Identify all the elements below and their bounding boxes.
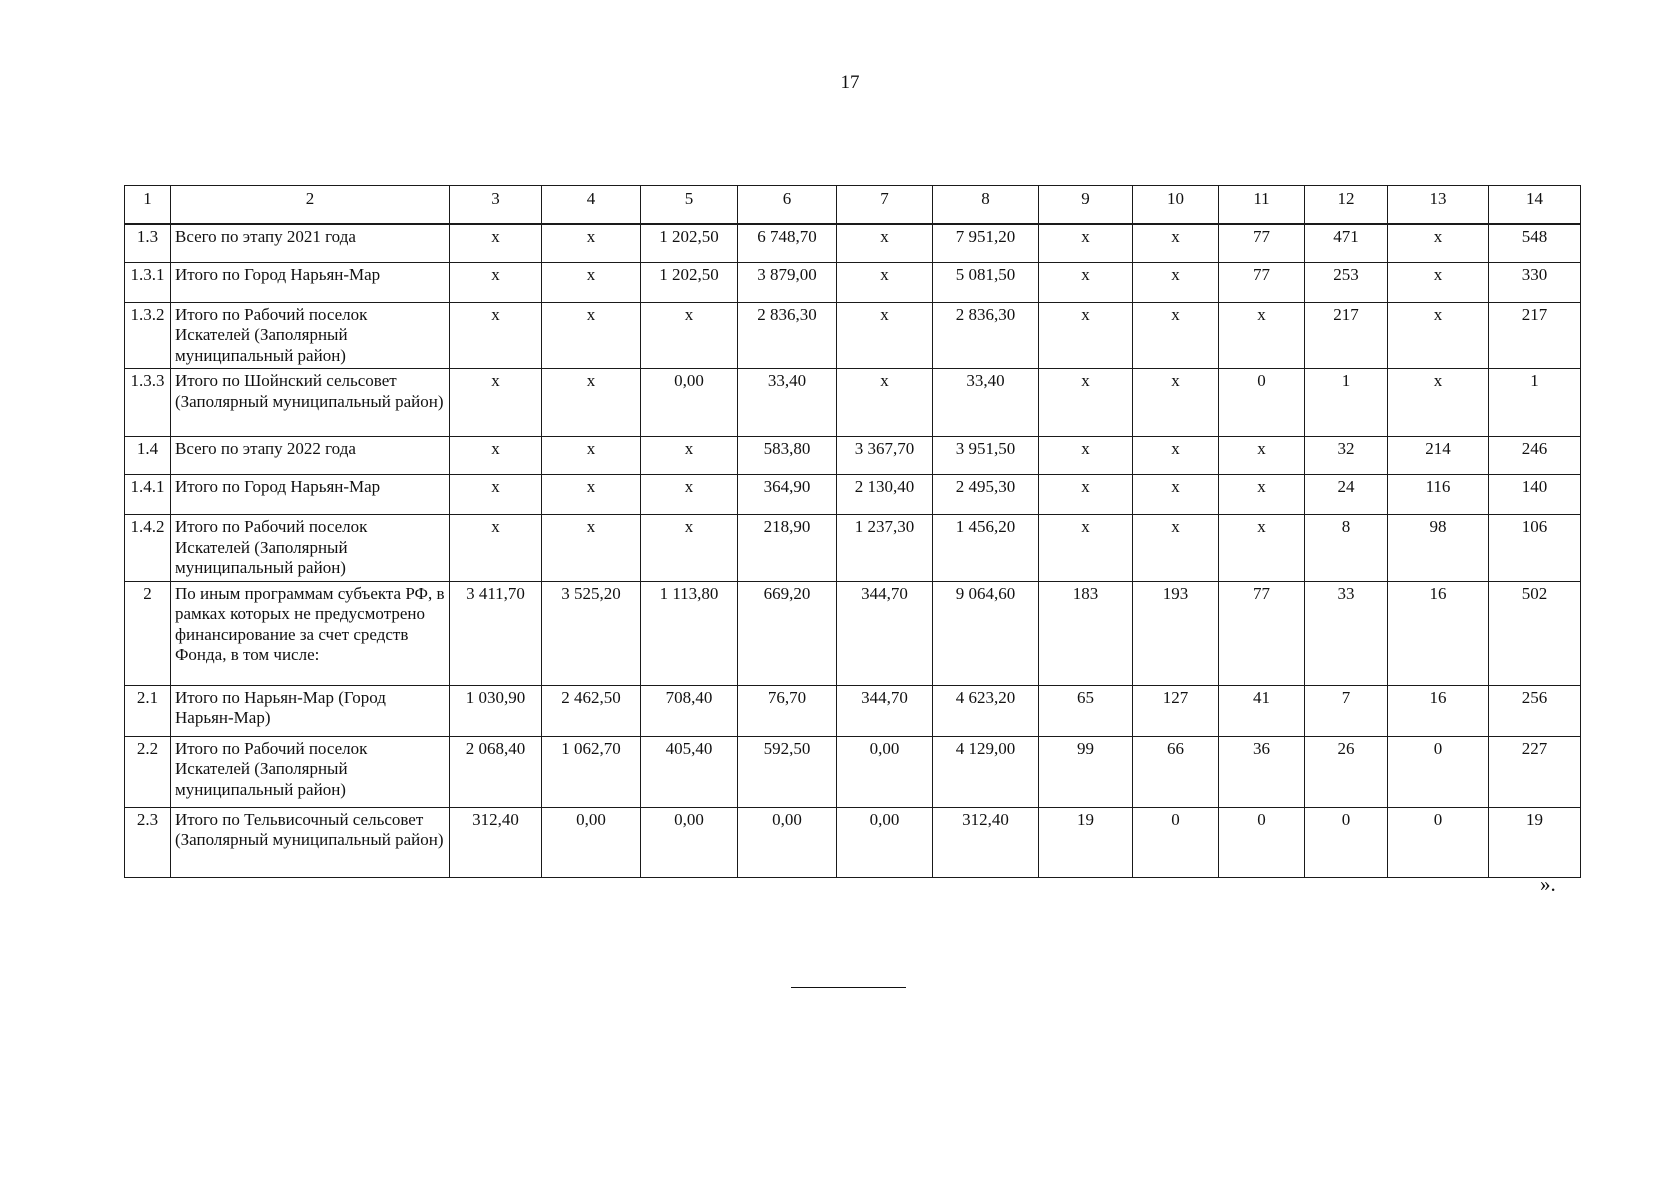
table-cell: 32 [1305, 437, 1388, 475]
table-cell: 2 836,30 [738, 302, 837, 369]
table-cell: 217 [1305, 302, 1388, 369]
table-cell: х [1039, 262, 1133, 302]
table-cell: 2 836,30 [933, 302, 1039, 369]
table-cell: 1 202,50 [641, 224, 738, 262]
table-cell: 77 [1219, 581, 1305, 685]
table-row [125, 262, 1581, 302]
table-cell: 77 [1219, 262, 1305, 302]
table-cell: х [1219, 437, 1305, 475]
table-cell: 33,40 [933, 369, 1039, 437]
table-cell: х [1039, 437, 1133, 475]
row-number: 2.1 [125, 685, 171, 736]
table-cell: 2 068,40 [450, 736, 542, 807]
table-row [125, 437, 1581, 475]
table-cell: 344,70 [837, 581, 933, 685]
table-cell: х [1219, 475, 1305, 515]
table-cell: 36 [1219, 736, 1305, 807]
table-cell: 26 [1305, 736, 1388, 807]
closing-quote-mark: ». [1540, 872, 1556, 896]
table-cell: х [450, 369, 542, 437]
table-cell: 5 081,50 [933, 262, 1039, 302]
table-cell: х [641, 302, 738, 369]
table-cell: 669,20 [738, 581, 837, 685]
table-body [125, 224, 1581, 877]
table-cell: х [1388, 302, 1489, 369]
table-cell: 0 [1219, 369, 1305, 437]
table-row [125, 807, 1581, 877]
column-header: 7 [837, 186, 933, 225]
table-cell: 65 [1039, 685, 1133, 736]
row-number: 2 [125, 581, 171, 685]
column-header: 12 [1305, 186, 1388, 225]
table-cell: х [450, 262, 542, 302]
row-name: Итого по Тельвисочный сельсовет (Заполярный муниципальный район) [171, 807, 450, 877]
table-row [125, 736, 1581, 807]
table-cell: х [641, 515, 738, 582]
table-cell: х [1133, 515, 1219, 582]
table-cell: х [450, 224, 542, 262]
row-name: Итого по Нарьян-Мар (Город Нарьян-Мар) [171, 685, 450, 736]
table-cell: х [1133, 369, 1219, 437]
table-cell: 3 525,20 [542, 581, 641, 685]
table-cell: 0 [1133, 807, 1219, 877]
table-cell: х [542, 369, 641, 437]
table-cell: 7 951,20 [933, 224, 1039, 262]
table-cell: х [1133, 302, 1219, 369]
table-cell: 3 411,70 [450, 581, 542, 685]
table-cell: 66 [1133, 736, 1219, 807]
table-cell: х [1133, 224, 1219, 262]
table-cell: 4 623,20 [933, 685, 1039, 736]
table-cell: 471 [1305, 224, 1388, 262]
row-number: 1.3.2 [125, 302, 171, 369]
table-cell: 2 130,40 [837, 475, 933, 515]
table-cell: 193 [1133, 581, 1219, 685]
table-cell: 217 [1489, 302, 1581, 369]
table-cell: 0,00 [738, 807, 837, 877]
table-cell: 1 [1489, 369, 1581, 437]
table-cell: 344,70 [837, 685, 933, 736]
column-header: 10 [1133, 186, 1219, 225]
table-cell: 1 456,20 [933, 515, 1039, 582]
table-cell: 140 [1489, 475, 1581, 515]
table-cell: 3 367,70 [837, 437, 933, 475]
table-cell: 583,80 [738, 437, 837, 475]
table-cell: х [837, 369, 933, 437]
table-cell: х [1388, 262, 1489, 302]
table-cell: 4 129,00 [933, 736, 1039, 807]
table-cell: х [542, 475, 641, 515]
table-cell: 33 [1305, 581, 1388, 685]
row-name: Всего по этапу 2022 года [171, 437, 450, 475]
table-cell: 1 113,80 [641, 581, 738, 685]
column-header: 8 [933, 186, 1039, 225]
table-cell: 256 [1489, 685, 1581, 736]
column-header: 14 [1489, 186, 1581, 225]
table-cell: 116 [1388, 475, 1489, 515]
table-cell: 0,00 [542, 807, 641, 877]
table-cell: 502 [1489, 581, 1581, 685]
table-cell: 8 [1305, 515, 1388, 582]
table-cell: 0 [1388, 807, 1489, 877]
row-number: 1.3.3 [125, 369, 171, 437]
table-cell: 0,00 [641, 807, 738, 877]
table-cell: 548 [1489, 224, 1581, 262]
table-cell: х [1133, 262, 1219, 302]
table-cell: 1 062,70 [542, 736, 641, 807]
row-name: Итого по Рабочий поселок Искателей (Заполярный муниципальный район) [171, 302, 450, 369]
table-cell: 0,00 [641, 369, 738, 437]
table-cell: 1 [1305, 369, 1388, 437]
row-number: 1.4.1 [125, 475, 171, 515]
table-cell: х [542, 515, 641, 582]
table-cell: 41 [1219, 685, 1305, 736]
program-table [124, 185, 1581, 878]
row-number: 2.3 [125, 807, 171, 877]
page-number: 17 [840, 72, 860, 93]
table-cell: х [641, 437, 738, 475]
table-cell: 0 [1388, 736, 1489, 807]
table-cell: х [1039, 302, 1133, 369]
table-cell: 3 879,00 [738, 262, 837, 302]
table-cell: х [1219, 302, 1305, 369]
table-cell: 9 064,60 [933, 581, 1039, 685]
table-cell: 16 [1388, 581, 1489, 685]
row-number: 2.2 [125, 736, 171, 807]
table-cell: 405,40 [641, 736, 738, 807]
table-cell: 77 [1219, 224, 1305, 262]
table-cell: 106 [1489, 515, 1581, 582]
table-cell: 0 [1305, 807, 1388, 877]
table-cell: х [542, 224, 641, 262]
table-row [125, 475, 1581, 515]
table-cell: х [450, 437, 542, 475]
table-row [125, 224, 1581, 262]
table-cell: 218,90 [738, 515, 837, 582]
column-header: 11 [1219, 186, 1305, 225]
column-header: 13 [1388, 186, 1489, 225]
table-cell: х [450, 515, 542, 582]
table-cell: х [542, 262, 641, 302]
row-name: Итого по Шойнский сельсовет (Заполярный муниципальный район) [171, 369, 450, 437]
table-cell: 1 202,50 [641, 262, 738, 302]
table-cell: х [450, 475, 542, 515]
table-cell: 312,40 [933, 807, 1039, 877]
table-cell: 364,90 [738, 475, 837, 515]
table-cell: х [542, 437, 641, 475]
table-row [125, 369, 1581, 437]
header-row [125, 186, 1581, 225]
table-cell: 246 [1489, 437, 1581, 475]
table-cell: 19 [1039, 807, 1133, 877]
table-cell: 24 [1305, 475, 1388, 515]
table-cell: х [1388, 224, 1489, 262]
row-name: Итого по Рабочий поселок Искателей (Заполярный муниципальный район) [171, 515, 450, 582]
row-number: 1.3.1 [125, 262, 171, 302]
table-cell: 592,50 [738, 736, 837, 807]
row-name: По иным программам субъекта РФ, в рамках которых не предусмотрено финансирование за счет средств Фонда, в том числе: [171, 581, 450, 685]
table-cell: х [1133, 475, 1219, 515]
table-row [125, 581, 1581, 685]
table-cell: х [542, 302, 641, 369]
row-name: Итого по Город Нарьян-Мар [171, 475, 450, 515]
table-cell: х [837, 302, 933, 369]
table-cell: х [450, 302, 542, 369]
table-cell: 0,00 [837, 736, 933, 807]
table-row [125, 515, 1581, 582]
table-cell: х [1039, 224, 1133, 262]
column-header: 1 [125, 186, 171, 225]
row-number: 1.4.2 [125, 515, 171, 582]
table-cell: 330 [1489, 262, 1581, 302]
table-row [125, 685, 1581, 736]
column-header: 4 [542, 186, 641, 225]
table-cell: 127 [1133, 685, 1219, 736]
column-header: 9 [1039, 186, 1133, 225]
table-cell: 1 030,90 [450, 685, 542, 736]
table-cell: 1 237,30 [837, 515, 933, 582]
table-cell: х [1388, 369, 1489, 437]
table-cell: 183 [1039, 581, 1133, 685]
column-header: 5 [641, 186, 738, 225]
column-header: 2 [171, 186, 450, 225]
table-cell: 6 748,70 [738, 224, 837, 262]
table-cell: 0,00 [837, 807, 933, 877]
table-cell: 2 462,50 [542, 685, 641, 736]
table-cell: х [837, 262, 933, 302]
table-cell: х [1219, 515, 1305, 582]
table-cell: х [641, 475, 738, 515]
row-name: Итого по Город Нарьян-Мар [171, 262, 450, 302]
table-cell: х [837, 224, 933, 262]
table-row [125, 302, 1581, 369]
row-number: 1.4 [125, 437, 171, 475]
table-cell: 214 [1388, 437, 1489, 475]
table-cell: 253 [1305, 262, 1388, 302]
column-header: 3 [450, 186, 542, 225]
table-cell: 0 [1219, 807, 1305, 877]
table-cell: х [1039, 515, 1133, 582]
bottom-divider [791, 987, 906, 988]
table-cell: 2 495,30 [933, 475, 1039, 515]
table-cell: 98 [1388, 515, 1489, 582]
table-cell: х [1133, 437, 1219, 475]
table-cell: 76,70 [738, 685, 837, 736]
row-name: Итого по Рабочий поселок Искателей (Заполярный муниципальный район) [171, 736, 450, 807]
table-cell: х [1039, 475, 1133, 515]
row-number: 1.3 [125, 224, 171, 262]
table-cell: х [1039, 369, 1133, 437]
table-cell: 3 951,50 [933, 437, 1039, 475]
table-cell: 33,40 [738, 369, 837, 437]
table-cell: 312,40 [450, 807, 542, 877]
table-cell: 7 [1305, 685, 1388, 736]
column-header: 6 [738, 186, 837, 225]
table-cell: 19 [1489, 807, 1581, 877]
table-cell: 16 [1388, 685, 1489, 736]
table-cell: 708,40 [641, 685, 738, 736]
table-cell: 99 [1039, 736, 1133, 807]
row-name: Всего по этапу 2021 года [171, 224, 450, 262]
table-cell: 227 [1489, 736, 1581, 807]
